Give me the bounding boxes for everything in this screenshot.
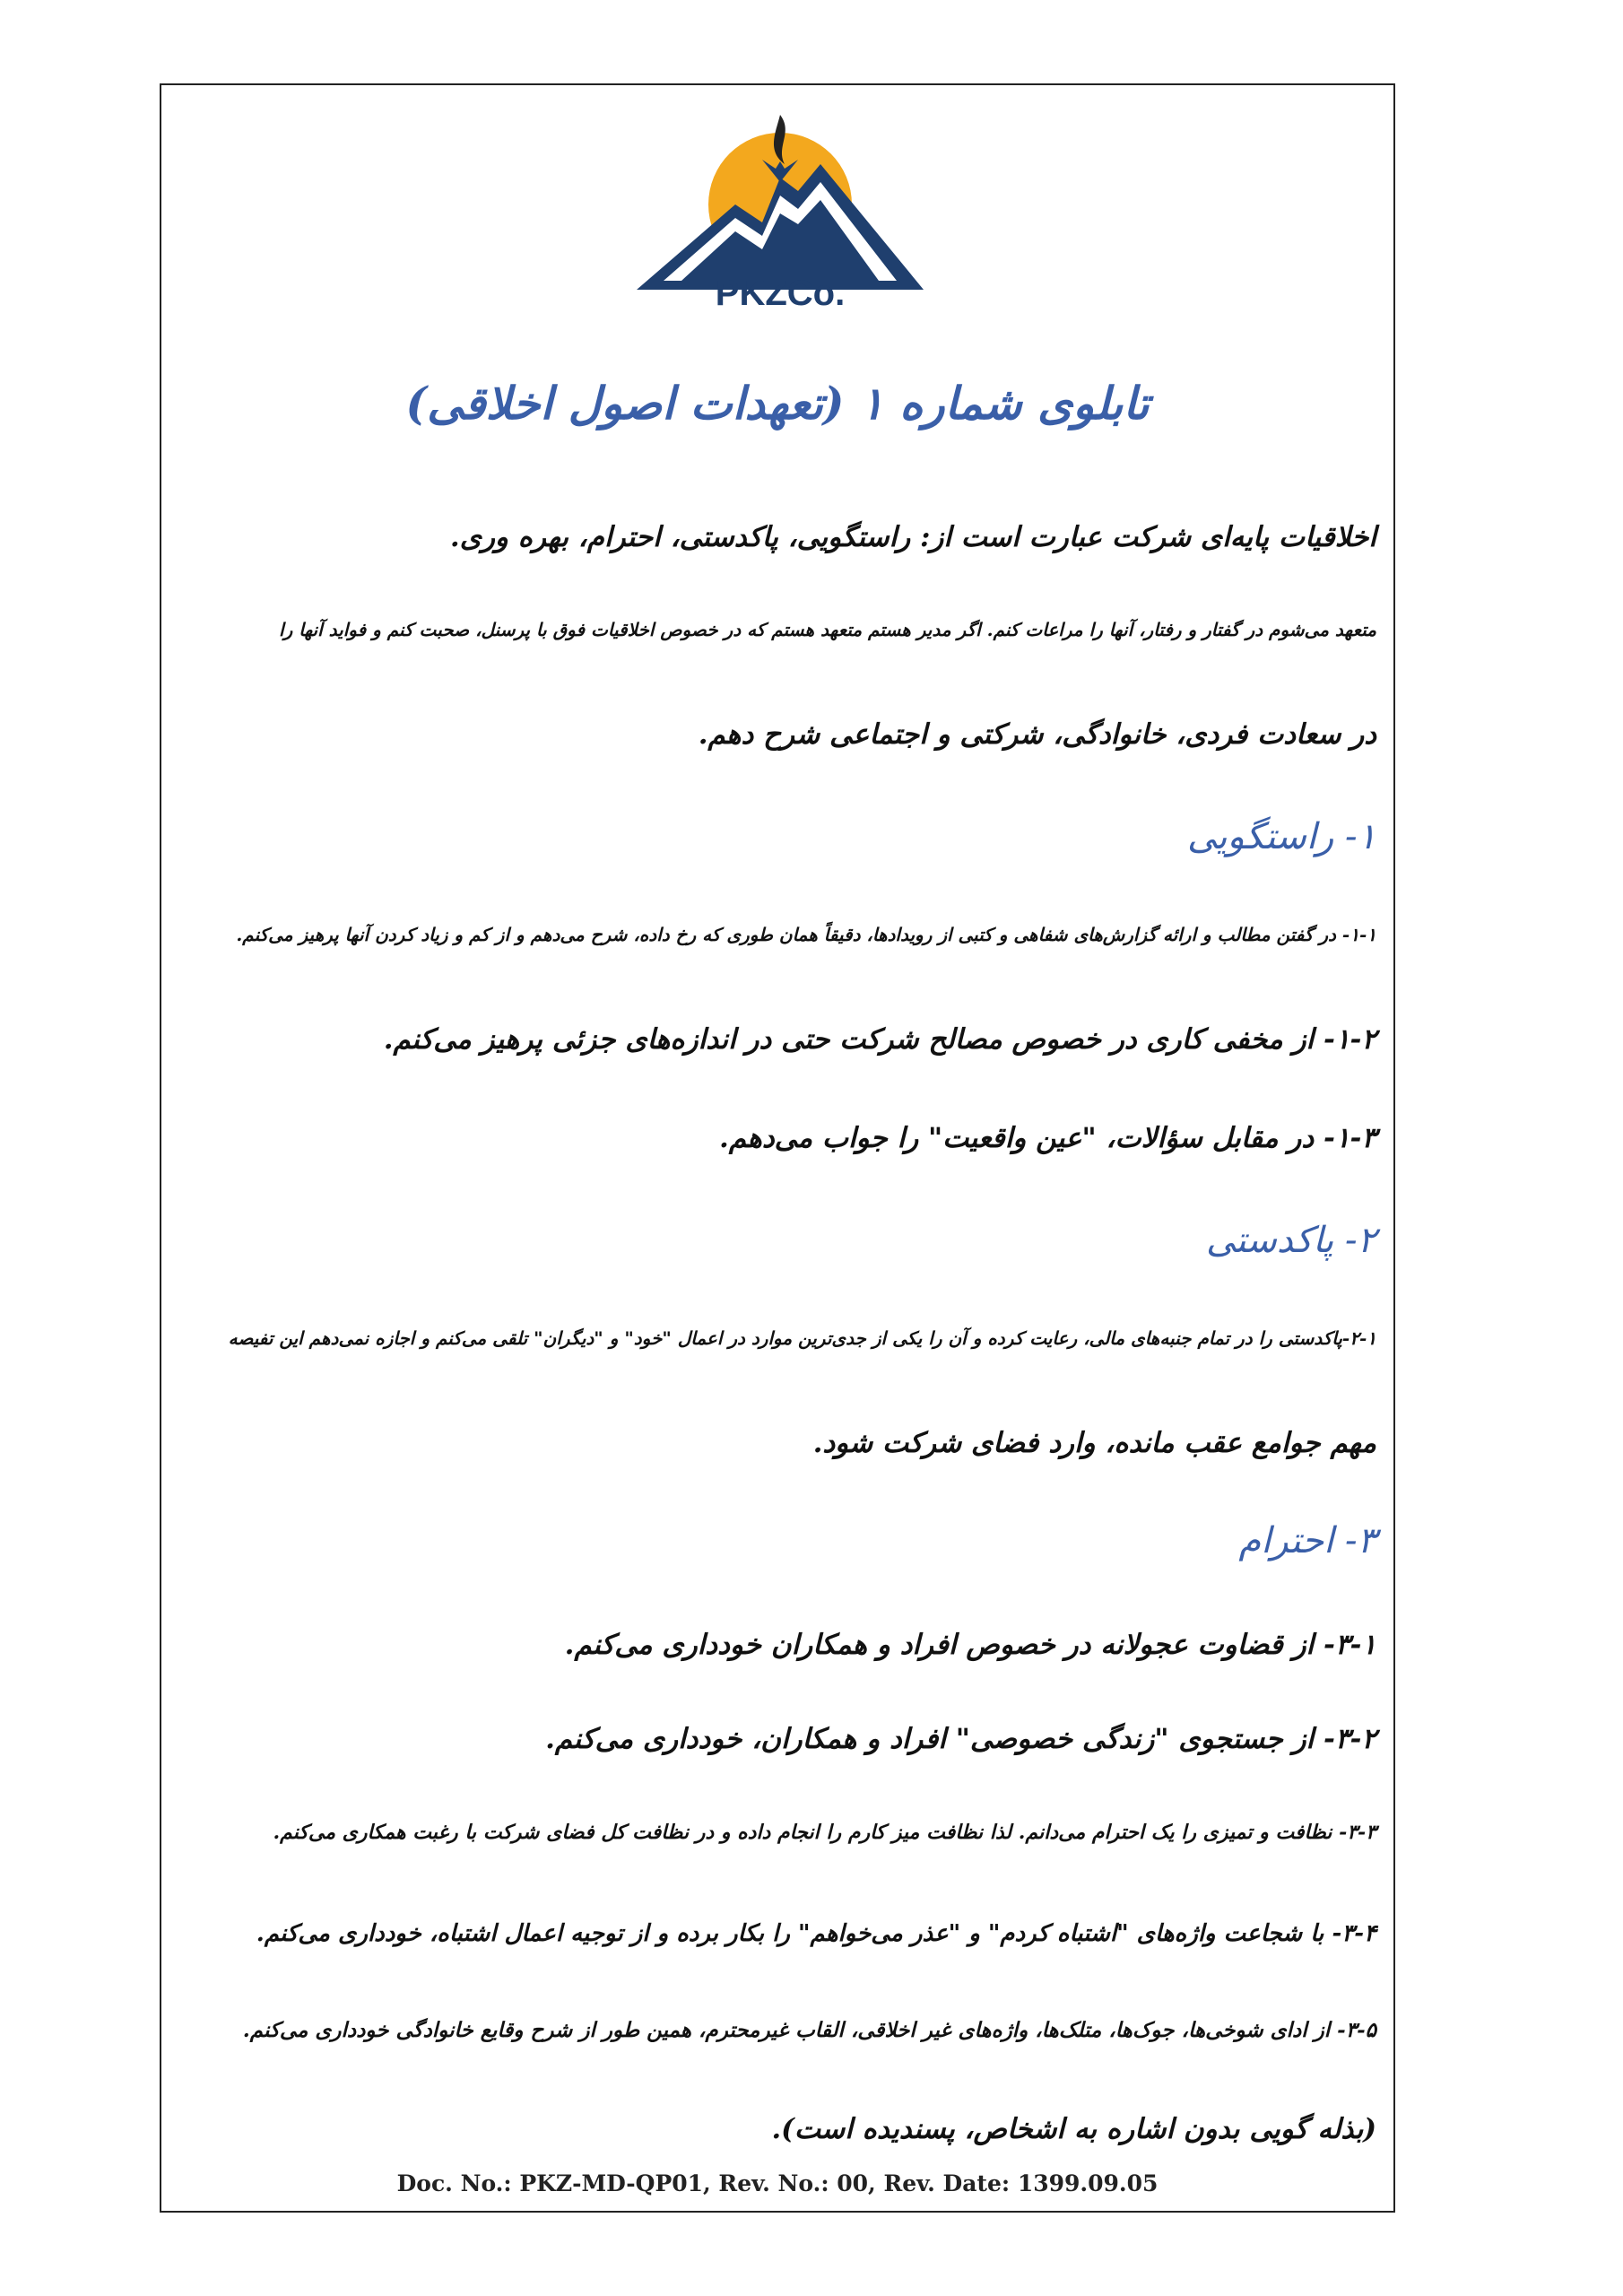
item-3-3: ۳-۳- نظافت و تمیزی را یک احترام می‌دانم. لذا نظافت میز کارم را انجام داده و در نظافت کل فضای شرکت با رغبت همکاری می‌کنم. — [273, 1821, 1376, 1844]
item-1-2: ۱-۲- از مخفی کاری در خصوص مصالح شرکت حتی در اندازه‌های جزئی پرهیز می‌کنم. — [383, 1023, 1376, 1056]
item-2-1-line-2: مهم جوامع عقب مانده، وارد فضای شرکت شود. — [812, 1427, 1376, 1459]
item-3-5-line-1: ۳-۵- از ادای شوخی‌ها، جوک‌ها، متلک‌ها، واژه‌های غیر اخلاقی، القاب غیرمحترم، همین طور از شرح وقایع خانوادگی خودداری می‌کنم. — [242, 2018, 1376, 2042]
item-3-5-line-2: (بذله گویی بدون اشاره به اشخاص، پسندیده است). — [771, 2113, 1376, 2145]
item-2-1-line-1: ۲-۱-پاکدستی را در تمام جنبه‌های مالی، رعایت کرده و آن را یکی از جدی‌ترین موارد در اعمال "خود" و "دیگران" تلقی می‌کنم و اجازه نمی‌دهم این تفیصه — [228, 1327, 1376, 1349]
company-logo — [628, 97, 933, 312]
intro-line-1: اخلاقیات پایه‌ای شرکت عبارت است از: راستگویی، پاکدستی، احترام، بهره وری. — [449, 521, 1376, 553]
section-heading-honesty: ۱- راستگویی — [1187, 816, 1376, 857]
item-1-1: ۱-۱- در گفتن مطالب و ارائه گزارش‌های شفاهی و کتبی از رویدادها، دقیقاً همان طوری که رخ داده، شرح می‌دهم و از کم و زیاد کردن آنها پرهیز می‌کنم. — [236, 924, 1376, 945]
item-3-1: ۳-۱- از قضاوت عجولانه در خصوص افراد و همکاران خودداری می‌کنم. — [564, 1629, 1376, 1661]
intro-line-2: متعهد می‌شوم در گفتار و رفتار، آنها را مراعات کنم. اگر مدیر هستم متعهد هستم که در خصوص اخلاقیات فوق با پرسنل، صحبت کنم و فواید آنها را — [279, 619, 1376, 640]
intro-line-3: در سعادت فردی، خانوادگی، شرکتی و اجتماعی شرح دهم. — [698, 718, 1376, 751]
page-title: تابلوی شماره ۱ (تعهدات اصول اخلاقی) — [405, 377, 1150, 430]
document-footer: Doc. No.: PKZ-MD-QP01, Rev. No.: 00, Rev. Date: 1399.09.05 — [396, 2170, 1159, 2196]
logo-text: PKZCo. — [715, 274, 846, 312]
item-3-2: ۳-۲- از جستجوی "زندگی خصوصی" افراد و همکاران، خودداری می‌کنم. — [545, 1723, 1376, 1755]
section-heading-respect: ۳- احترام — [1238, 1520, 1376, 1561]
section-heading-integrity: ۲- پاکدستی — [1206, 1220, 1376, 1261]
item-3-4: ۳-۴- با شجاعت واژه‌های "اشتباه کردم" و "عذر می‌خواهم" را بکار برده و از توجیه اعمال اشتباه، خودداری می‌کنم. — [256, 1920, 1376, 1947]
item-1-3: ۱-۳- در مقابل سؤالات، "عین واقعیت" را جواب می‌دهم. — [719, 1122, 1376, 1154]
